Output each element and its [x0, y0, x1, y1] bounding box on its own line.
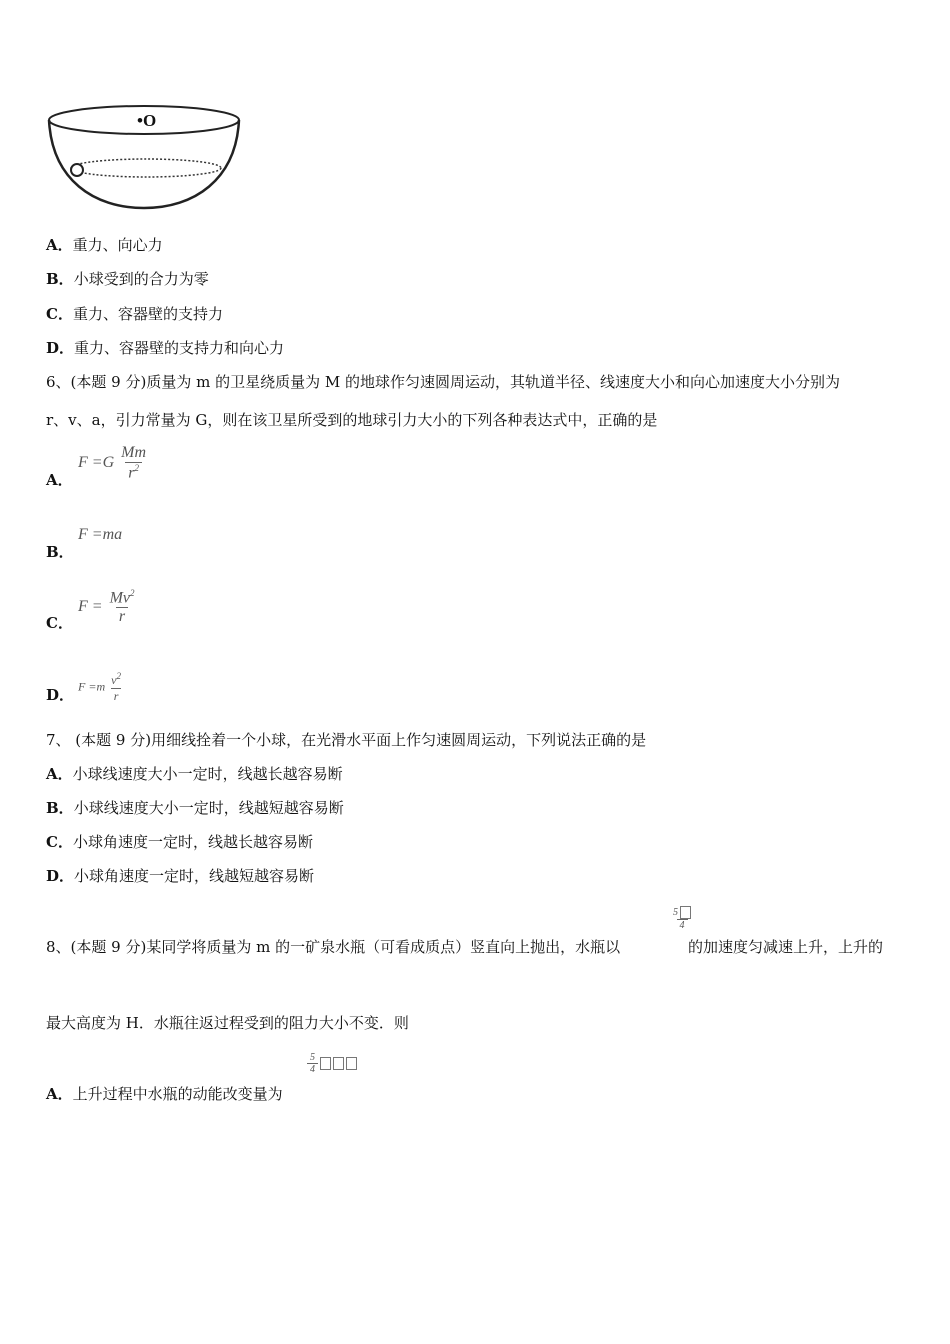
q6-option-a-formula: F =G $\frac{Mm}{r^2}$ [78, 444, 147, 482]
q8-stem-line2: 最大高度为 H．水瓶往返过程受到的阻力大小不变．则 [46, 1014, 409, 1032]
small-ball [71, 164, 83, 176]
q8-stem-line1b: 的加速度匀减速上升，上升的 [688, 938, 884, 956]
q5-option-d: D．重力、容器壁的支持力和向心力 [46, 339, 285, 357]
missing-glyph-icon [680, 906, 691, 919]
q8-acceleration-fraction: $\frac{5}{4}$ [670, 906, 694, 931]
missing-glyph-icon [333, 1057, 344, 1070]
q5-option-c: C．重力、容器壁的支持力 [46, 305, 223, 323]
q7-option-a: A．小球线速度大小一定时，线越长越容易断 [46, 765, 343, 783]
q6-option-d-letter: D． [46, 686, 75, 704]
missing-glyph-icon [346, 1057, 357, 1070]
q6-option-d-formula: F =m $\frac{v^2}{r}$ [78, 671, 121, 703]
q6-stem-line2: r、v、a，引力常量为 G，则在该卫星所受到的地球引力大小的下列各种表达式中，正确的是 [46, 411, 658, 429]
q8-option-a: A．上升过程中水瓶的动能改变量为 [46, 1085, 283, 1103]
q6-option-b-letter: B． [46, 543, 74, 561]
orbit-path [71, 159, 221, 177]
q6-option-b-formula: F =ma [78, 526, 123, 543]
q7-option-b: B．小球线速度大小一定时，线越短越容易断 [46, 799, 344, 817]
q8-stem-line1a: 8、(本题 9 分)某同学将质量为 m 的一矿泉水瓶（可看成质点）竖直向上抛出，水瓶以 [46, 938, 621, 956]
q6-option-c-letter: C． [46, 614, 73, 632]
q7-option-c: C．小球角速度一定时，线越长越容易断 [46, 833, 313, 851]
q5-option-a: A．重力、向心力 [46, 236, 163, 254]
bowl-figure [44, 100, 244, 215]
q8-option-a-fraction: $\frac{5}{4}$ [307, 1052, 357, 1075]
q7-option-d: D．小球角速度一定时，线越短越容易断 [46, 867, 315, 885]
q6-option-c-formula: F = $\frac{Mv^2}{r}$ [78, 588, 135, 626]
q7-stem: 7、 (本题 9 分)用细线拴着一个小球，在光滑水平面上作匀速圆周运动，下列说法正确的是 [46, 731, 647, 749]
center-label: •O [137, 111, 157, 130]
q6-stem-line1: 6、(本题 9 分)质量为 m 的卫星绕质量为 M 的地球作匀速圆周运动，其轨道半径、线速度大小和向心加速度大小分别为 [46, 373, 840, 391]
q6-option-a-letter: A． [46, 471, 73, 489]
q5-option-b: B．小球受到的合力为零 [46, 270, 209, 288]
missing-glyph-icon [320, 1057, 331, 1070]
